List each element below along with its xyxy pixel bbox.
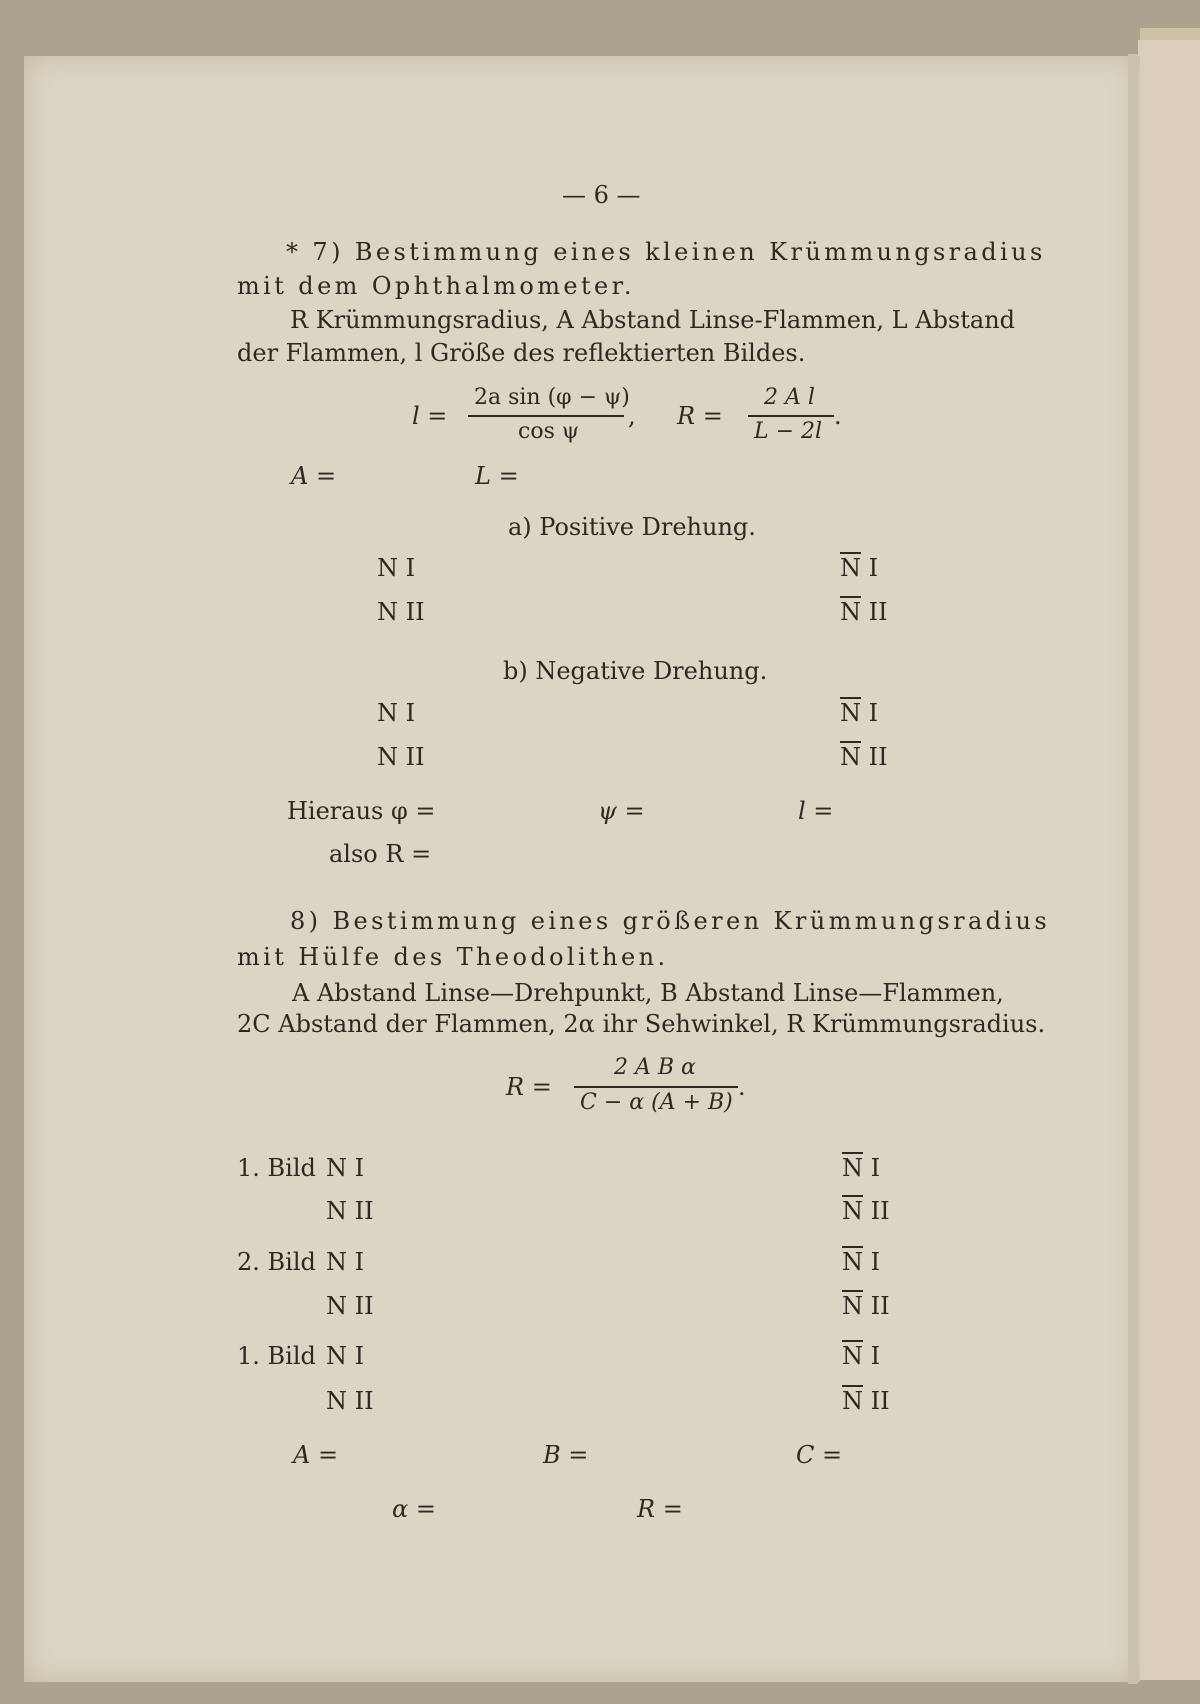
B-equals-blank-8: B = <box>543 1441 589 1469</box>
formula-8-lhs: R = <box>506 1073 552 1101</box>
formula-l-fraction-line <box>468 415 624 417</box>
row-1-right: $\overline{N}$ I <box>842 1154 881 1182</box>
row-3-prefix: 2. Bild <box>237 1248 316 1276</box>
positive-Nbar-I: $\overline{N}$ I <box>840 554 879 582</box>
formula-R-numerator: 2 A l <box>764 385 815 410</box>
page-number: — 6 — <box>562 181 641 209</box>
psi-equals-blank: ψ = <box>598 797 645 825</box>
formula-l-denominator: cos ψ <box>518 419 580 444</box>
row-3-right: $\overline{N}$ I <box>842 1248 881 1276</box>
row-6-left: N II <box>326 1387 374 1415</box>
R-equals-blank-8: R = <box>637 1495 683 1523</box>
section-8-desc-line2: 2C Abstand der Flammen, 2α ihr Sehwinkel, R Krümmungsradius. <box>237 1010 1046 1038</box>
row-4-left: N II <box>326 1292 374 1320</box>
section-7-desc-line2: der Flammen, l Größe des reflektierten Bildes. <box>237 339 806 367</box>
also-R-blank: also R = <box>329 840 432 868</box>
section-7-desc-line1: R Krümmungsradius, A Abstand Linse-Flammen, L Abstand <box>290 306 1016 334</box>
formula-8-fraction-line <box>574 1086 738 1088</box>
formula-R-fraction-line <box>748 415 834 417</box>
negative-Nbar-I: $\overline{N}$ I <box>840 699 879 727</box>
formula-8-period: . <box>738 1073 746 1101</box>
row-5-left: N I <box>326 1342 365 1370</box>
section-7-title-line2: mit dem Ophthalmometer. <box>237 272 635 300</box>
row-2-right: $\overline{N}$ II <box>842 1197 890 1225</box>
section-8-title-line2: mit Hülfe des Theodolithen. <box>237 943 669 971</box>
formula-l-lhs: l = <box>412 402 448 430</box>
formula-l-numerator: 2a sin (φ − ψ) <box>474 385 630 410</box>
A-equals-blank: A = <box>291 462 337 490</box>
row-5-prefix: 1. Bild <box>237 1342 316 1370</box>
formula-R-lhs: R = <box>677 402 723 430</box>
positive-N-I: N I <box>377 554 416 582</box>
row-3-left: N I <box>326 1248 365 1276</box>
L-equals-blank: L = <box>475 462 519 490</box>
negative-Nbar-II: $\overline{N}$ II <box>840 743 888 771</box>
row-1-prefix: 1. Bild <box>237 1154 316 1182</box>
next-page-strip <box>1138 40 1200 1680</box>
l-equals-blank: l = <box>798 797 834 825</box>
negative-N-I: N I <box>377 699 416 727</box>
row-5-right: $\overline{N}$ I <box>842 1342 881 1370</box>
formula-8-denominator: C − α (A + B) <box>580 1090 733 1115</box>
formula-R-period: . <box>834 402 842 430</box>
section-7-title-line1: * 7) Bestimmung eines kleinen Krümmungsradius <box>286 238 1046 266</box>
alpha-equals-blank: α = <box>392 1495 436 1523</box>
formula-8-numerator: 2 A B α <box>614 1055 696 1080</box>
row-1-left: N I <box>326 1154 365 1182</box>
positive-Nbar-II: $\overline{N}$ II <box>840 598 888 626</box>
row-4-right: $\overline{N}$ II <box>842 1292 890 1320</box>
row-6-right: $\overline{N}$ II <box>842 1387 890 1415</box>
C-equals-blank-8: C = <box>796 1441 843 1469</box>
A-equals-blank-8: A = <box>293 1441 339 1469</box>
book-spine <box>1128 54 1138 1684</box>
negative-N-II: N II <box>377 743 425 771</box>
hieraus-phi-blank: Hieraus φ = <box>287 797 436 825</box>
formula-l-comma: , <box>628 402 636 430</box>
section-8-desc-line1: A Abstand Linse—Drehpunkt, B Abstand Linse—Flammen, <box>292 979 1004 1007</box>
formula-R-denominator: L − 2l <box>754 419 823 444</box>
positive-N-II: N II <box>377 598 425 626</box>
section-8-title-line1: 8) Bestimmung eines größeren Krümmungsradius <box>290 907 1051 935</box>
negative-rotation-heading: b) Negative Drehung. <box>503 657 768 685</box>
row-2-left: N II <box>326 1197 374 1225</box>
positive-rotation-heading: a) Positive Drehung. <box>508 513 756 541</box>
